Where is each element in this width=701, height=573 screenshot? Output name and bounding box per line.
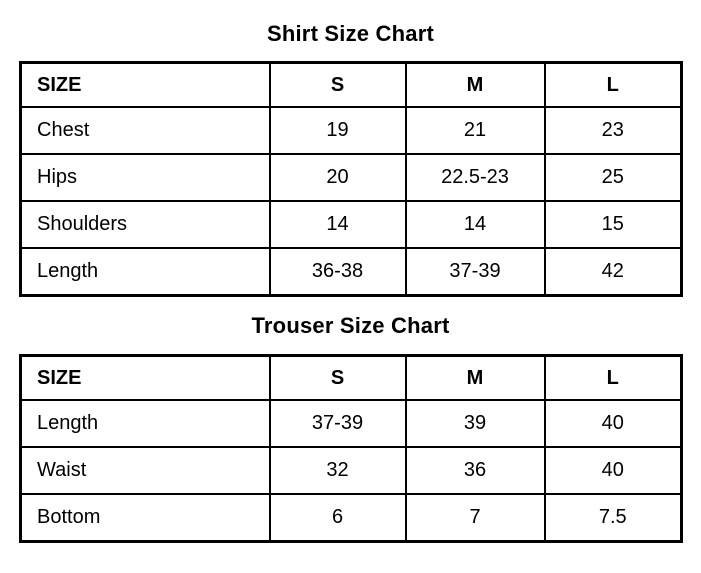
cell-trouser-length-s: 37-39 [270, 400, 406, 447]
cell-waist-m: 36 [406, 447, 545, 494]
cell-trouser-length-l: 40 [545, 400, 682, 447]
cell-shoulders-s: 14 [270, 201, 406, 248]
shirt-chart-title: Shirt Size Chart [266, 21, 434, 46]
cell-hips-s: 20 [270, 154, 406, 201]
table-row-trouser-length [21, 400, 682, 447]
trouser-column-header-l: L [545, 356, 682, 401]
cell-shoulders-m: 14 [406, 201, 545, 248]
trouser-column-header-m: M [406, 356, 545, 401]
shirt-column-header-l: L [545, 63, 682, 108]
row-label-chest: Chest [21, 107, 270, 154]
cell-shirt-length-m: 37-39 [406, 248, 545, 296]
row-label-hips: Hips [21, 154, 270, 201]
cell-chest-s: 19 [270, 107, 406, 154]
table-row-bottom [21, 494, 682, 542]
cell-bottom-m: 7 [406, 494, 545, 542]
cell-waist-l: 40 [545, 447, 682, 494]
table-row-shoulders [21, 201, 682, 248]
cell-shoulders-l: 15 [545, 201, 682, 248]
table-row-waist [21, 447, 682, 494]
cell-chest-m: 21 [406, 107, 545, 154]
shirt-column-header-size: SIZE [21, 63, 270, 108]
shirt-size-table [19, 61, 683, 297]
trouser-size-table [19, 354, 683, 543]
cell-hips-l: 25 [545, 154, 682, 201]
trouser-column-header-s: S [270, 356, 406, 401]
shirt-header-row [21, 63, 682, 108]
row-label-shoulders: Shoulders [21, 201, 270, 248]
shirt-column-header-m: M [406, 63, 545, 108]
trouser-chart-title: Trouser Size Chart [251, 313, 450, 338]
cell-hips-m: 22.5-23 [406, 154, 545, 201]
row-label-trouser-length: Length [21, 400, 270, 447]
cell-bottom-l: 7.5 [545, 494, 682, 542]
table-row-chest [21, 107, 682, 154]
cell-shirt-length-s: 36-38 [270, 248, 406, 296]
row-label-waist: Waist [21, 447, 270, 494]
table-row-shirt-length [21, 248, 682, 296]
cell-shirt-length-l: 42 [545, 248, 682, 296]
cell-bottom-s: 6 [270, 494, 406, 542]
row-label-shirt-length: Length [21, 248, 270, 296]
cell-waist-s: 32 [270, 447, 406, 494]
cell-trouser-length-m: 39 [406, 400, 545, 447]
shirt-column-header-s: S [270, 63, 406, 108]
cell-chest-l: 23 [545, 107, 682, 154]
trouser-header-row [21, 356, 682, 401]
row-label-bottom: Bottom [21, 494, 270, 542]
trouser-column-header-size: SIZE [21, 356, 270, 401]
table-row-hips [21, 154, 682, 201]
